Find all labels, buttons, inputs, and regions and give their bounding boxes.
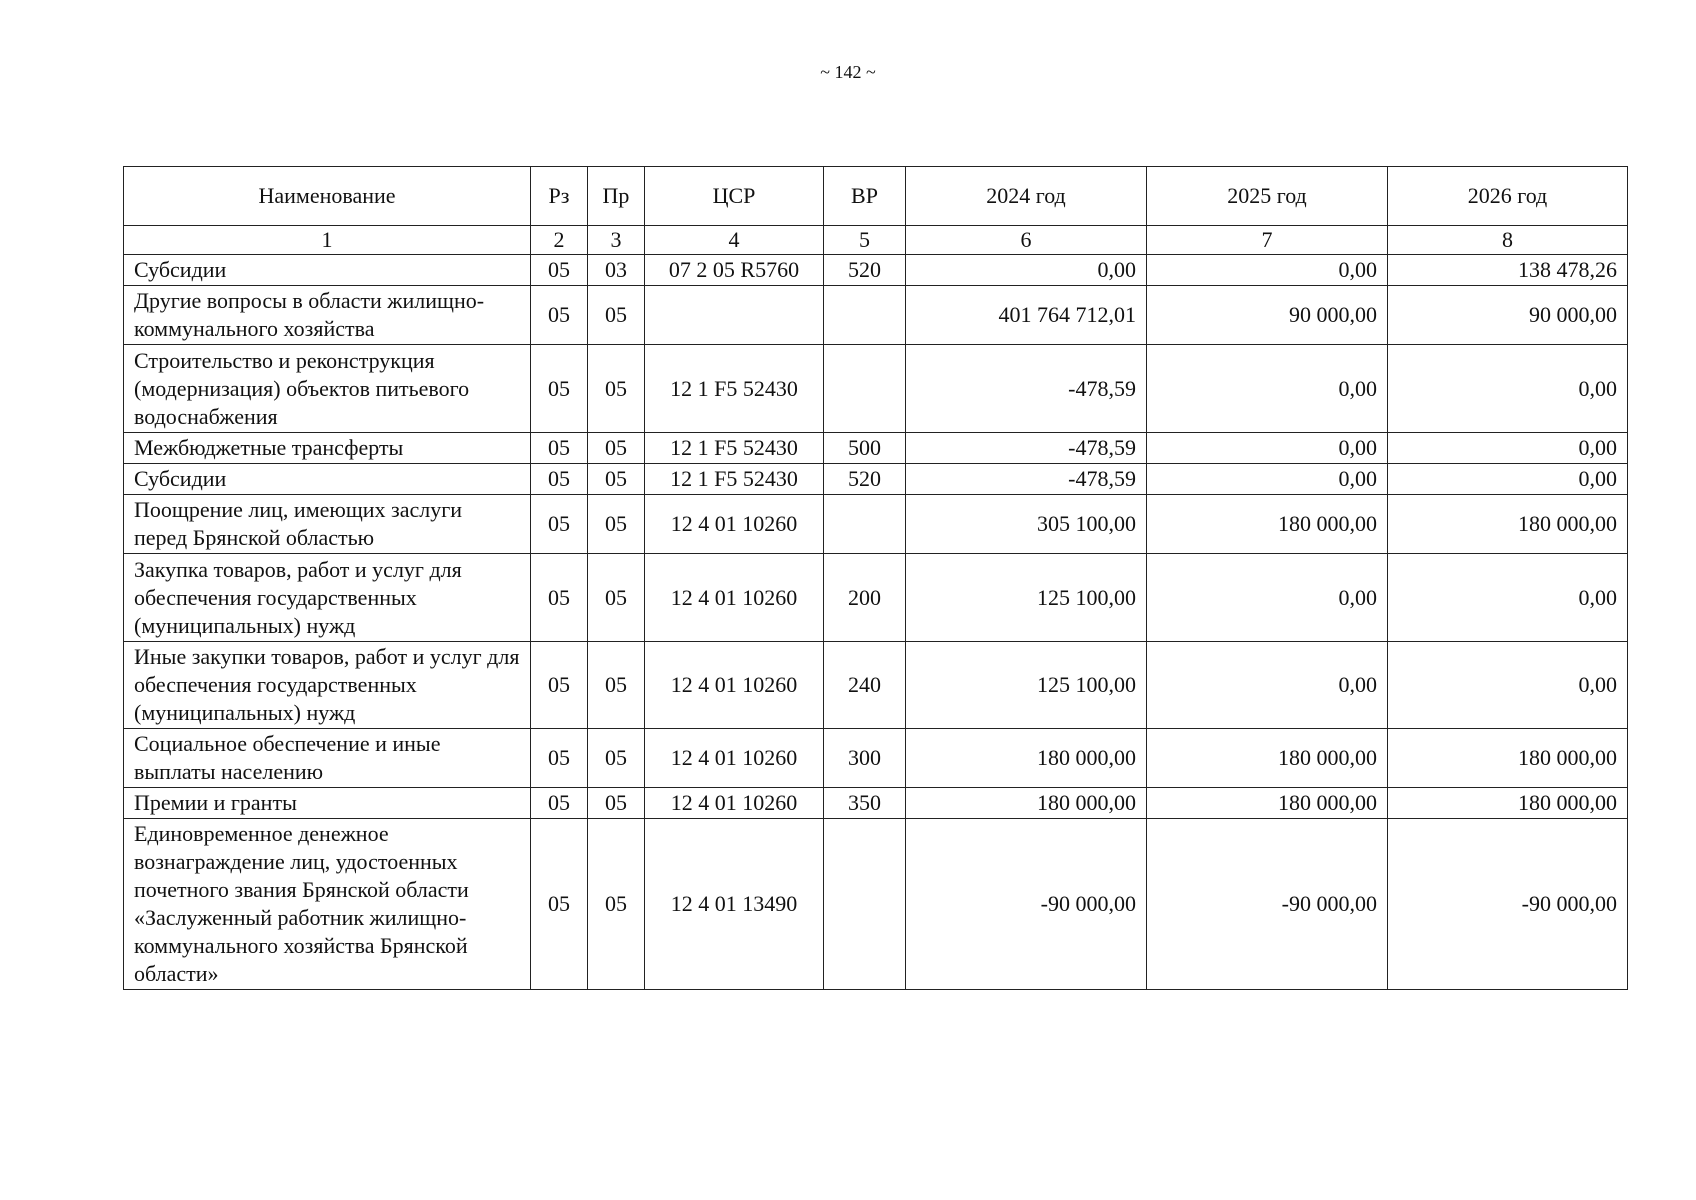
row-amount-2026: 180 000,00	[1388, 495, 1628, 554]
row-pr: 05	[588, 433, 645, 464]
row-name: Закупка товаров, работ и услуг для обеспечения государственных (муниципальных) нужд	[124, 554, 531, 642]
row-name: Строительство и реконструкция (модернизация) объектов питьевого водоснабжения	[124, 345, 531, 433]
header-rz: Рз	[531, 167, 588, 226]
row-vr	[824, 495, 906, 554]
table-header	[124, 167, 1628, 226]
row-vr	[824, 345, 906, 433]
row-pr: 05	[588, 495, 645, 554]
row-pr: 05	[588, 286, 645, 345]
row-csr: 07 2 05 R5760	[645, 255, 824, 286]
row-rz: 05	[531, 495, 588, 554]
row-csr: 12 4 01 10260	[645, 788, 824, 819]
row-csr: 12 4 01 10260	[645, 642, 824, 729]
row-amount-2025: 0,00	[1147, 433, 1388, 464]
table-row	[124, 255, 1628, 286]
header-csr: ЦСР	[645, 167, 824, 226]
column-number: 3	[588, 226, 645, 255]
row-amount-2026: 180 000,00	[1388, 729, 1628, 788]
row-amount-2024: 180 000,00	[906, 729, 1147, 788]
row-amount-2025: 90 000,00	[1147, 286, 1388, 345]
budget-table	[123, 166, 1628, 990]
header-vr: ВР	[824, 167, 906, 226]
row-amount-2026: 180 000,00	[1388, 788, 1628, 819]
row-amount-2024: -478,59	[906, 345, 1147, 433]
row-amount-2024: 125 100,00	[906, 642, 1147, 729]
row-csr: 12 1 F5 52430	[645, 433, 824, 464]
table-row	[124, 286, 1628, 345]
table-row	[124, 788, 1628, 819]
row-pr: 05	[588, 819, 645, 990]
header-2024: 2024 год	[906, 167, 1147, 226]
row-name: Единовременное денежное вознаграждение лиц, удостоенных почетного звания Брянской области «Заслуженный работник жилищно-коммунального хозяйства Брянской области»	[124, 819, 531, 990]
header-2026: 2026 год	[1388, 167, 1628, 226]
table-row	[124, 464, 1628, 495]
column-number: 7	[1147, 226, 1388, 255]
row-csr	[645, 286, 824, 345]
table-row	[124, 554, 1628, 642]
table-row	[124, 495, 1628, 554]
row-vr: 300	[824, 729, 906, 788]
page-number	[0, 62, 1696, 83]
row-pr: 05	[588, 554, 645, 642]
row-name: Субсидии	[124, 464, 531, 495]
row-name: Поощрение лиц, имеющих заслуги перед Брянской областью	[124, 495, 531, 554]
row-rz: 05	[531, 464, 588, 495]
row-rz: 05	[531, 433, 588, 464]
header-pr: Пр	[588, 167, 645, 226]
page-number-text: ~ 142 ~	[820, 62, 876, 82]
header-2025: 2025 год	[1147, 167, 1388, 226]
row-amount-2025: 180 000,00	[1147, 729, 1388, 788]
row-amount-2026: 138 478,26	[1388, 255, 1628, 286]
row-name: Иные закупки товаров, работ и услуг для обеспечения государственных (муниципальных) нужд	[124, 642, 531, 729]
table-row	[124, 819, 1628, 990]
row-csr: 12 4 01 13490	[645, 819, 824, 990]
row-rz: 05	[531, 642, 588, 729]
header-row	[124, 167, 1628, 226]
row-csr: 12 1 F5 52430	[645, 464, 824, 495]
column-number: 8	[1388, 226, 1628, 255]
row-amount-2026: 0,00	[1388, 554, 1628, 642]
column-number: 6	[906, 226, 1147, 255]
row-amount-2026: 90 000,00	[1388, 286, 1628, 345]
row-pr: 05	[588, 464, 645, 495]
row-pr: 05	[588, 345, 645, 433]
row-name: Другие вопросы в области жилищно-коммунального хозяйства	[124, 286, 531, 345]
row-rz: 05	[531, 729, 588, 788]
row-amount-2026: 0,00	[1388, 433, 1628, 464]
row-rz: 05	[531, 255, 588, 286]
table-row	[124, 729, 1628, 788]
row-amount-2025: -90 000,00	[1147, 819, 1388, 990]
row-pr: 05	[588, 729, 645, 788]
row-amount-2025: 180 000,00	[1147, 788, 1388, 819]
row-csr: 12 4 01 10260	[645, 554, 824, 642]
row-csr: 12 4 01 10260	[645, 729, 824, 788]
row-rz: 05	[531, 819, 588, 990]
row-pr: 05	[588, 788, 645, 819]
row-amount-2024: 180 000,00	[906, 788, 1147, 819]
row-amount-2025: 0,00	[1147, 255, 1388, 286]
row-amount-2024: 0,00	[906, 255, 1147, 286]
row-amount-2026: 0,00	[1388, 642, 1628, 729]
row-vr	[824, 286, 906, 345]
row-rz: 05	[531, 345, 588, 433]
row-vr: 350	[824, 788, 906, 819]
row-rz: 05	[531, 788, 588, 819]
row-amount-2024: -478,59	[906, 433, 1147, 464]
row-pr: 05	[588, 642, 645, 729]
row-vr: 520	[824, 255, 906, 286]
row-vr: 200	[824, 554, 906, 642]
row-amount-2026: 0,00	[1388, 464, 1628, 495]
row-name: Субсидии	[124, 255, 531, 286]
row-rz: 05	[531, 554, 588, 642]
row-amount-2024: -90 000,00	[906, 819, 1147, 990]
row-vr: 240	[824, 642, 906, 729]
row-amount-2026: -90 000,00	[1388, 819, 1628, 990]
column-number: 1	[124, 226, 531, 255]
row-name: Премии и гранты	[124, 788, 531, 819]
row-amount-2025: 0,00	[1147, 642, 1388, 729]
row-amount-2025: 0,00	[1147, 464, 1388, 495]
row-amount-2026: 0,00	[1388, 345, 1628, 433]
table-row	[124, 345, 1628, 433]
row-name: Социальное обеспечение и иные выплаты населению	[124, 729, 531, 788]
header-name: Наименование	[124, 167, 531, 226]
row-amount-2024: 125 100,00	[906, 554, 1147, 642]
row-amount-2025: 180 000,00	[1147, 495, 1388, 554]
row-csr: 12 1 F5 52430	[645, 345, 824, 433]
row-amount-2024: 305 100,00	[906, 495, 1147, 554]
row-amount-2024: 401 764 712,01	[906, 286, 1147, 345]
row-vr: 520	[824, 464, 906, 495]
column-number: 5	[824, 226, 906, 255]
column-number: 4	[645, 226, 824, 255]
column-number: 2	[531, 226, 588, 255]
row-pr: 03	[588, 255, 645, 286]
row-csr: 12 4 01 10260	[645, 495, 824, 554]
row-vr	[824, 819, 906, 990]
table-row	[124, 642, 1628, 729]
row-rz: 05	[531, 286, 588, 345]
row-name: Межбюджетные трансферты	[124, 433, 531, 464]
row-amount-2025: 0,00	[1147, 554, 1388, 642]
column-number-row	[124, 226, 1628, 255]
row-amount-2024: -478,59	[906, 464, 1147, 495]
row-vr: 500	[824, 433, 906, 464]
table-row	[124, 433, 1628, 464]
row-amount-2025: 0,00	[1147, 345, 1388, 433]
table-body	[124, 226, 1628, 990]
